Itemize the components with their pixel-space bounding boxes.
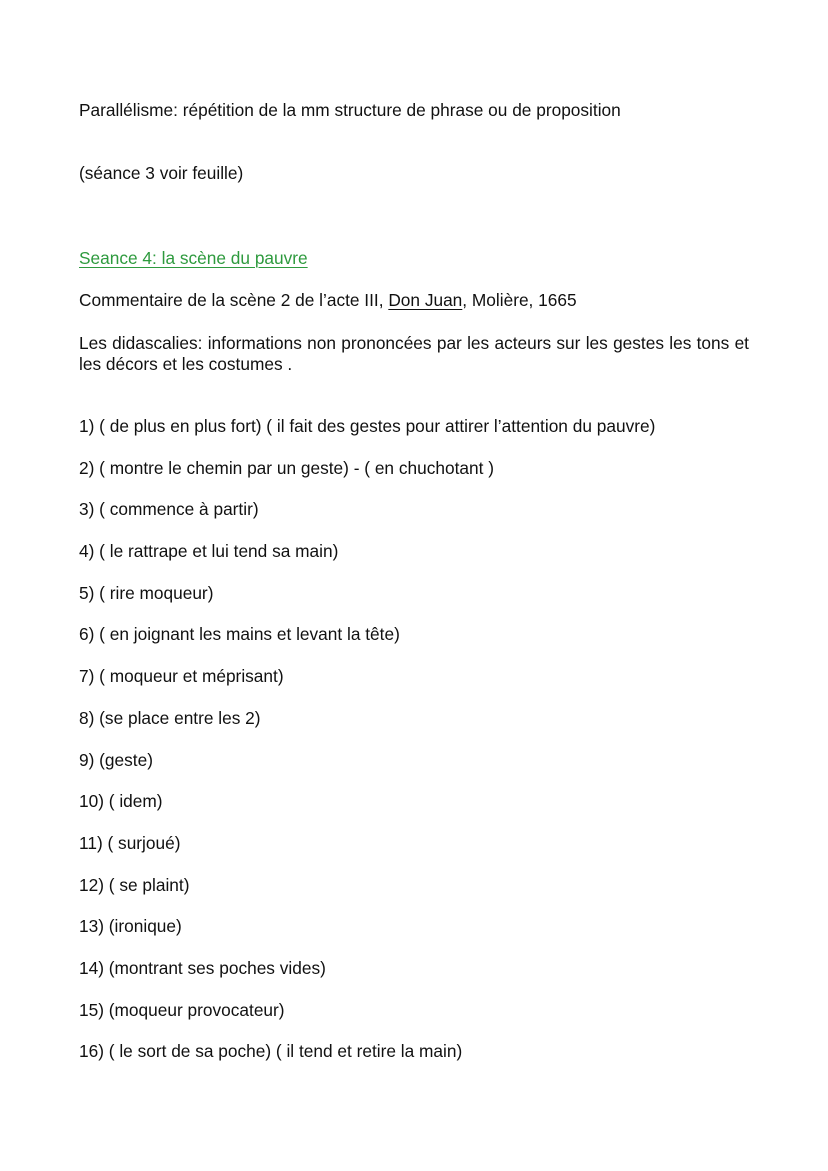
didascalie-list: [79, 416, 655, 1083]
list-item: 8) (se place entre les 2): [79, 707, 261, 728]
commentary-after: , Molière, 1665: [462, 290, 577, 310]
list-item: 16) ( le sort de sa poche) ( il tend et retire la main): [79, 1041, 463, 1062]
list-item: 11) ( surjoué): [79, 832, 181, 853]
list-item: 1) ( de plus en plus fort) ( il fait des gestes pour attirer l’attention du pauvre): [79, 416, 656, 436]
list-item: 4) ( le rattrape et lui tend sa main): [79, 541, 339, 562]
commentary-line: [79, 290, 577, 311]
list-item: 15) (moqueur provocateur): [79, 999, 285, 1020]
didascalies-definition: Les didascalies: informations non prononcées par les acteurs sur les gestes les tons et les décors et les costumes .: [79, 333, 749, 374]
list-item: 13) (ironique): [79, 916, 182, 937]
list-item: 9) (geste): [79, 749, 153, 770]
definition-parallelisme: Parallélisme: répétition de la mm structure de phrase ou de proposition: [79, 100, 621, 120]
section-title: Seance 4: la scène du pauvre: [79, 248, 308, 268]
list-item: 14) (montrant ses poches vides): [79, 957, 326, 978]
commentary-before: Commentaire de la scène 2 de l’acte III,: [79, 290, 389, 310]
list-item: 3) ( commence à partir): [79, 499, 259, 520]
list-item: 12) ( se plaint): [79, 874, 190, 895]
list-item: 2) ( montre le chemin par un geste) - ( en chuchotant ): [79, 457, 494, 478]
note-seance-3: (séance 3 voir feuille): [79, 163, 244, 183]
list-item: 7) ( moqueur et méprisant): [79, 666, 284, 687]
list-item: 10) ( idem): [79, 791, 163, 812]
play-title: Don Juan: [388, 290, 463, 310]
list-item: 5) ( rire moqueur): [79, 582, 214, 603]
list-item: 6) ( en joignant les mains et levant la tête): [79, 624, 400, 645]
